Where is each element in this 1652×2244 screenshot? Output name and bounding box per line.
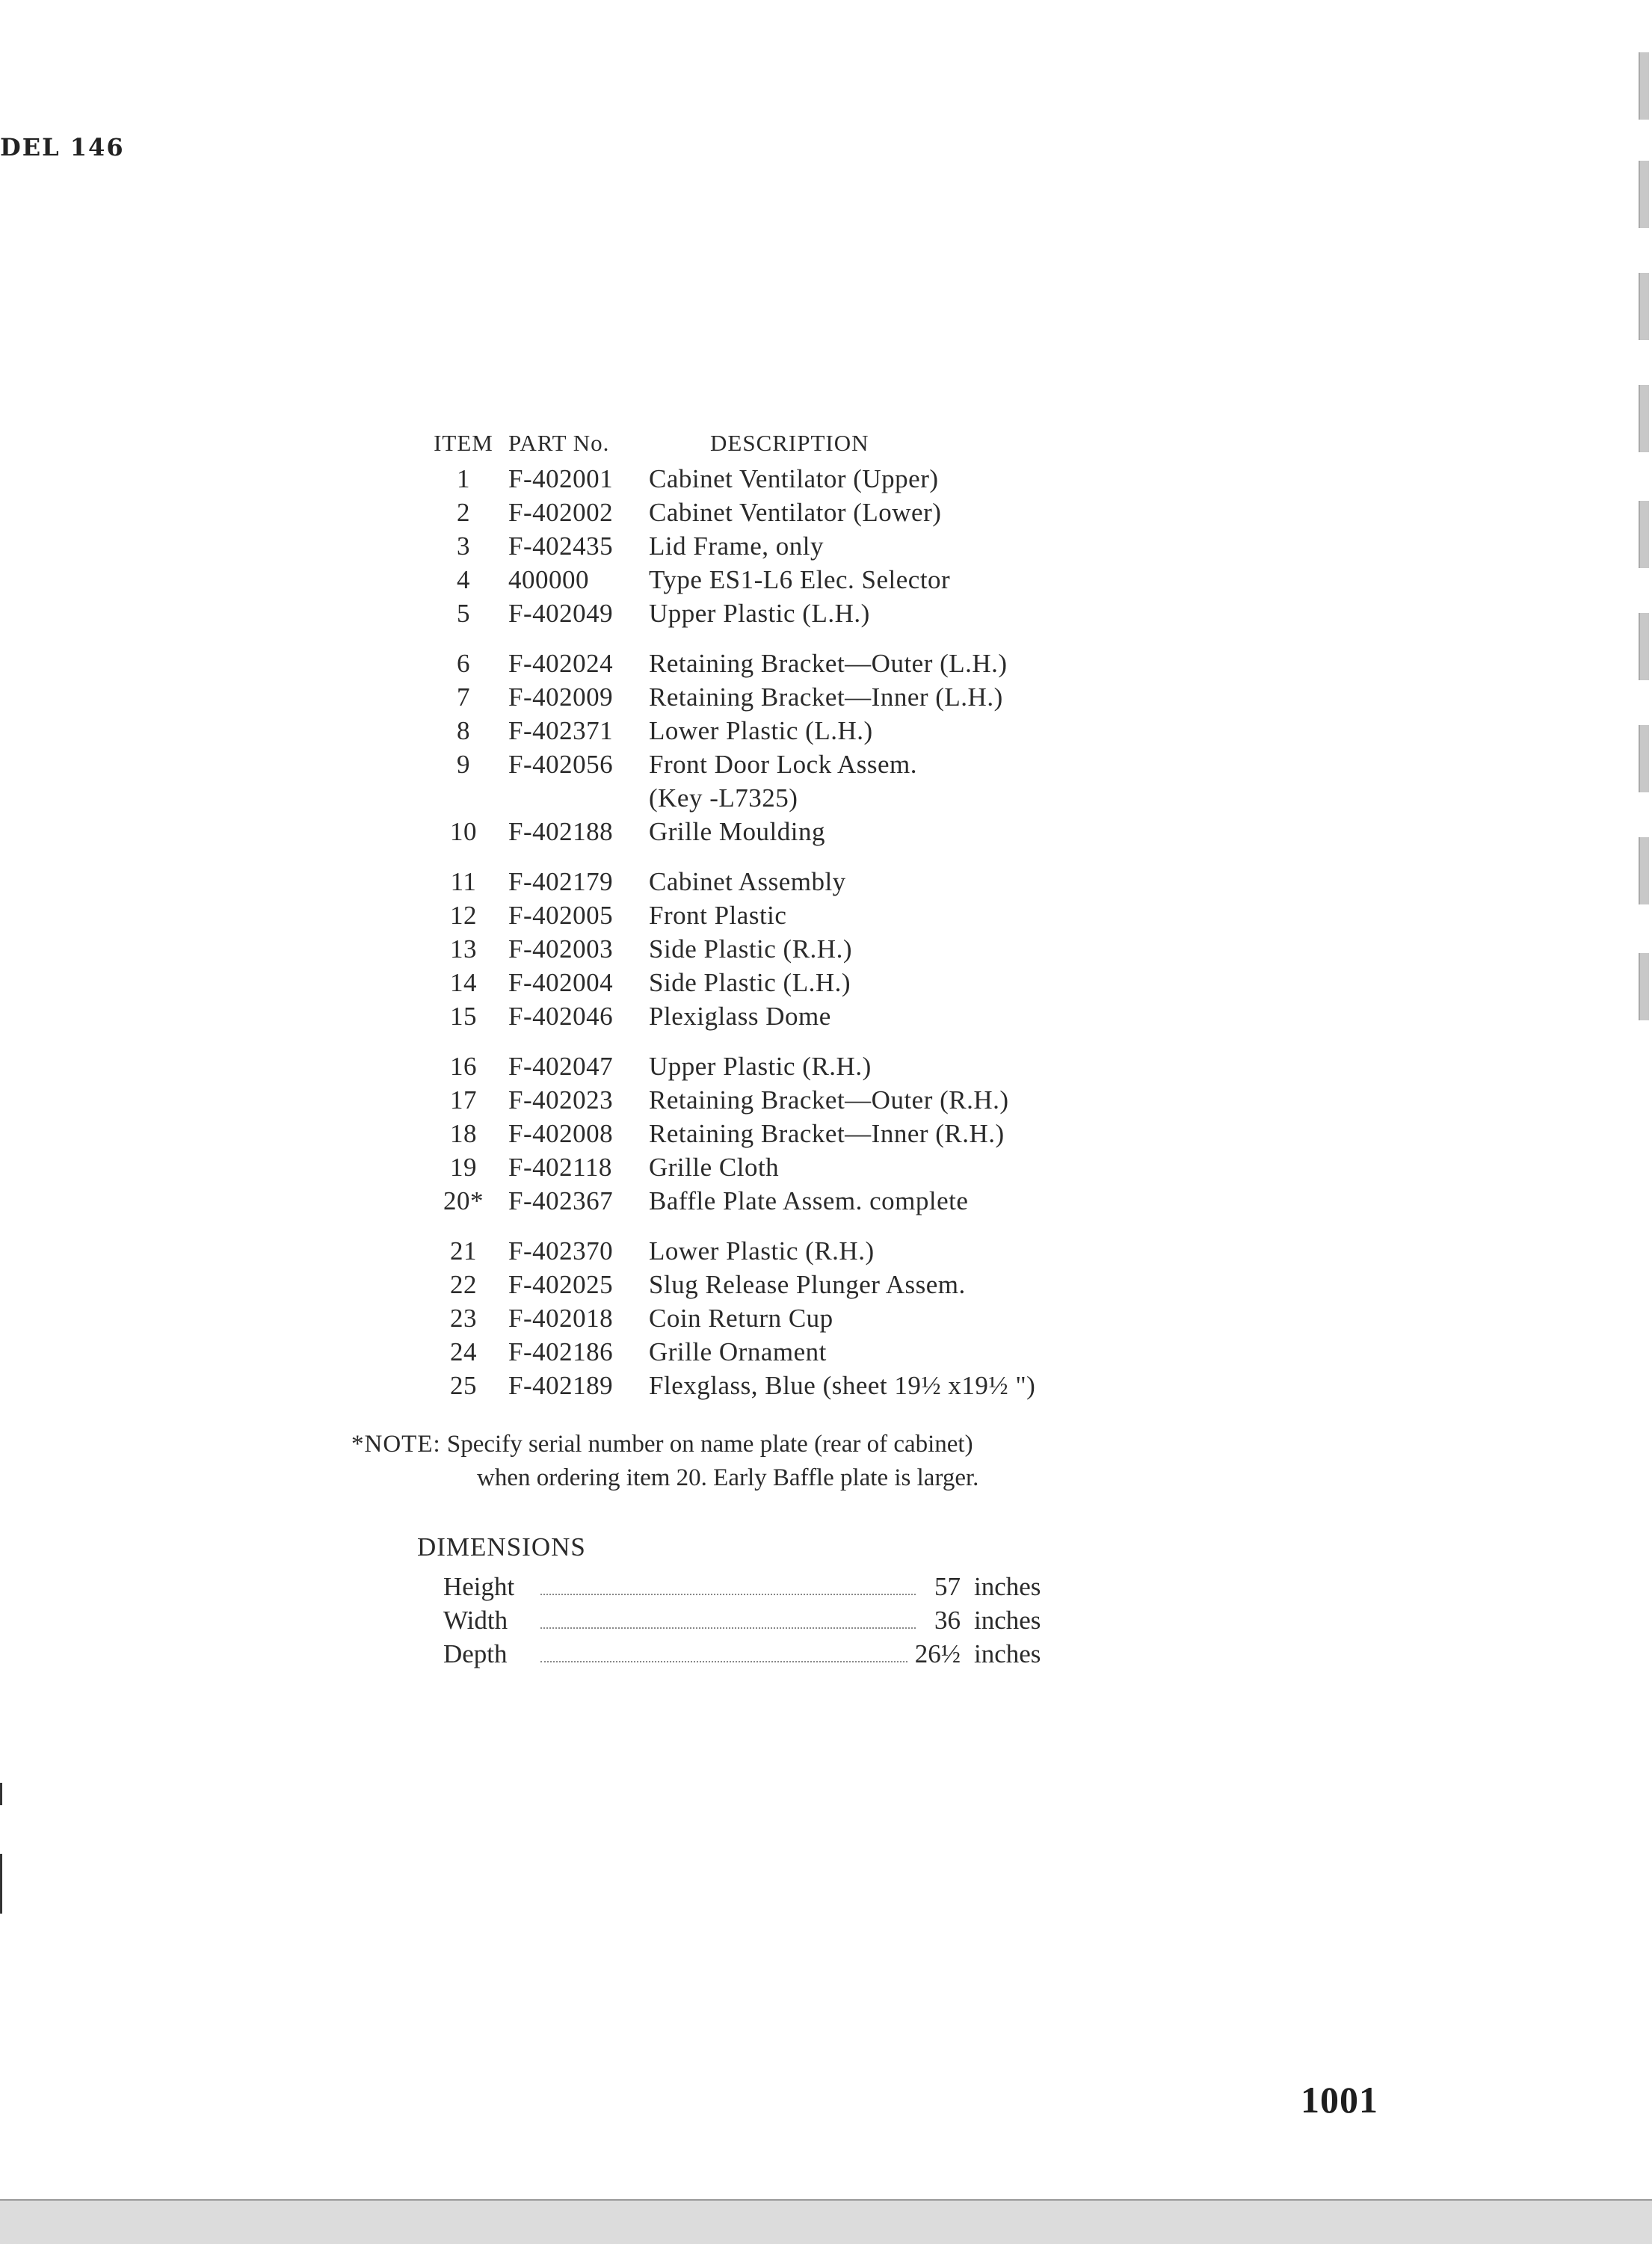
part-description: Type ES1-L6 Elec. Selector	[649, 565, 951, 594]
table-row	[419, 1301, 1035, 1335]
item-number: 23	[450, 1304, 477, 1333]
part-description: Side Plastic (R.H.)	[649, 934, 852, 964]
part-number: F-402435	[508, 531, 614, 561]
item-number: 5	[457, 599, 470, 628]
part-description: Side Plastic (L.H.)	[649, 968, 851, 997]
scan-edge-mark	[1639, 837, 1649, 904]
table-row	[419, 1033, 1035, 1083]
note-line-2: when ordering item 20. Early Baffle plate is larger.	[477, 1464, 979, 1491]
item-number: 14	[450, 968, 477, 997]
part-description: Lower Plastic (L.H.)	[649, 716, 873, 745]
part-number: F-402002	[508, 498, 614, 527]
table-row	[419, 597, 1035, 630]
table-row	[419, 1218, 1035, 1268]
scan-edge-mark	[1639, 52, 1649, 120]
table-row	[419, 1117, 1035, 1150]
scan-edge-mark	[0, 1854, 2, 1914]
item-number: 17	[450, 1085, 477, 1115]
item-number: 10	[450, 817, 477, 846]
dimension-label: Width	[443, 1606, 508, 1635]
part-description: Retaining Bracket—Inner (L.H.)	[649, 682, 1003, 712]
part-number: F-402371	[508, 716, 614, 745]
part-description: Upper Plastic (L.H.)	[649, 599, 870, 628]
dimension-unit: inches	[974, 1572, 1041, 1601]
part-number: F-402367	[508, 1186, 614, 1215]
scan-edge-mark	[1639, 953, 1649, 1020]
dimension-label: Depth	[443, 1639, 508, 1668]
part-description: Retaining Bracket—Outer (L.H.)	[649, 649, 1008, 678]
item-number: 19	[450, 1153, 477, 1182]
part-description: Baffle Plate Assem. complete	[649, 1186, 969, 1215]
item-number: 1	[457, 464, 470, 493]
part-number: F-402024	[508, 649, 614, 678]
part-description: Lower Plastic (R.H.)	[649, 1236, 875, 1266]
dimension-row-width	[443, 1603, 1052, 1637]
table-header-row	[419, 429, 1035, 462]
table-row	[419, 1184, 1035, 1218]
dimension-label: Height	[443, 1572, 515, 1601]
table-row	[419, 748, 1035, 781]
part-description: Cabinet Assembly	[649, 867, 846, 896]
dimension-unit: inches	[974, 1639, 1041, 1668]
scan-edge-mark	[1639, 385, 1649, 452]
table-row	[419, 1335, 1035, 1369]
scan-edge-mark	[0, 1783, 2, 1805]
part-description: Flexglass, Blue (sheet 19½ x19½ ")	[649, 1371, 1036, 1400]
table-row	[419, 529, 1035, 563]
ordering-note	[351, 1428, 1174, 1495]
item-number: 7	[457, 682, 470, 712]
part-description: Lid Frame, only	[649, 531, 824, 561]
part-number: 400000	[508, 565, 589, 594]
item-number: 15	[450, 1002, 477, 1031]
item-number: 11	[450, 867, 477, 896]
item-number: 24	[450, 1337, 477, 1366]
part-description: Grille Moulding	[649, 817, 825, 846]
item-number: 9	[457, 750, 470, 779]
dimension-row-height	[443, 1570, 1052, 1603]
table-row	[419, 898, 1035, 932]
table-row-continuation	[419, 781, 1035, 815]
part-number: F-402056	[508, 750, 614, 779]
header-part-no: PART No.	[508, 430, 610, 456]
table-row	[419, 714, 1035, 748]
part-description: Slug Release Plunger Assem.	[649, 1270, 966, 1299]
table-row	[419, 848, 1035, 898]
table-row	[419, 1369, 1035, 1402]
part-description: Grille Cloth	[649, 1153, 780, 1182]
part-description: Cabinet Ventilator (Lower)	[649, 498, 942, 527]
part-description: Front Plastic	[649, 901, 787, 930]
part-description: Retaining Bracket—Inner (R.H.)	[649, 1119, 1005, 1148]
part-number: F-402189	[508, 1371, 614, 1400]
dot-leader	[540, 1627, 916, 1629]
part-number: F-402179	[508, 867, 614, 896]
part-number: F-402049	[508, 599, 614, 628]
table-row	[419, 563, 1035, 597]
header-item: ITEM	[434, 430, 493, 456]
part-description: Cabinet Ventilator (Upper)	[649, 464, 939, 493]
table-row	[419, 1150, 1035, 1184]
dimension-value: 26½	[914, 1639, 961, 1668]
scan-edge-mark	[1639, 725, 1649, 792]
part-number: F-402009	[508, 682, 614, 712]
table-row	[419, 1268, 1035, 1301]
scan-edge-mark	[1639, 501, 1649, 568]
part-number: F-402370	[508, 1236, 614, 1266]
table-row	[419, 496, 1035, 529]
part-description: Retaining Bracket—Outer (R.H.)	[649, 1085, 1009, 1115]
item-number: 12	[450, 901, 477, 930]
dimension-row-depth	[443, 1637, 1052, 1671]
item-number: 21	[450, 1236, 477, 1266]
dimensions-list	[443, 1570, 1052, 1671]
note-line-1: Specify serial number on name plate (rear of cabinet)	[446, 1431, 973, 1458]
item-number: 8	[457, 716, 470, 745]
item-number: 4	[457, 565, 470, 594]
dimensions-title: DIMENSIONS	[417, 1532, 586, 1562]
part-number: F-402001	[508, 464, 614, 493]
part-number: F-402118	[508, 1153, 612, 1182]
part-number: F-402186	[508, 1337, 614, 1366]
item-number: 6	[457, 649, 470, 678]
item-number: 22	[450, 1270, 477, 1299]
scan-edge-mark	[1639, 161, 1649, 228]
part-number: F-402025	[508, 1270, 614, 1299]
item-number: 20*	[443, 1186, 484, 1215]
table-row	[419, 462, 1035, 496]
parts-table	[419, 429, 1035, 1402]
part-number: F-402023	[508, 1085, 614, 1115]
part-description: Coin Return Cup	[649, 1304, 833, 1333]
item-number: 13	[450, 934, 477, 964]
scan-edge-mark	[1639, 273, 1649, 340]
part-number: F-402005	[508, 901, 614, 930]
part-number: F-402046	[508, 1002, 614, 1031]
table-row	[419, 932, 1035, 966]
part-number: F-402047	[508, 1052, 614, 1081]
table-row	[419, 630, 1035, 680]
table-row	[419, 1083, 1035, 1117]
header-description: DESCRIPTION	[710, 430, 869, 456]
part-number: F-402003	[508, 934, 614, 964]
table-row	[419, 966, 1035, 999]
item-number	[419, 781, 508, 815]
part-description: (Key -L7325)	[649, 783, 798, 813]
scan-edge-mark	[1639, 613, 1649, 680]
part-description: Plexiglass Dome	[649, 1002, 831, 1031]
dimension-unit: inches	[974, 1606, 1041, 1635]
model-header: DEL 146	[0, 133, 125, 161]
item-number: 16	[450, 1052, 477, 1081]
part-number: F-402018	[508, 1304, 614, 1333]
part-number: F-402188	[508, 817, 614, 846]
dot-leader	[540, 1661, 907, 1662]
table-row	[419, 999, 1035, 1033]
dot-leader	[540, 1594, 916, 1595]
item-number: 2	[457, 498, 470, 527]
item-number: 25	[450, 1371, 477, 1400]
part-description: Upper Plastic (R.H.)	[649, 1052, 872, 1081]
dimension-value: 36	[934, 1606, 961, 1635]
part-description: Grille Ornament	[649, 1337, 827, 1366]
page-number: 1001	[1301, 2079, 1378, 2121]
dimension-value: 57	[934, 1572, 961, 1601]
part-description: Front Door Lock Assem.	[649, 750, 918, 779]
item-number: 3	[457, 531, 470, 561]
part-number: F-402008	[508, 1119, 614, 1148]
part-number: F-402004	[508, 968, 614, 997]
part-number	[508, 781, 643, 815]
table-row	[419, 815, 1035, 848]
scan-bottom-band	[0, 2199, 1652, 2244]
item-number: 18	[450, 1119, 477, 1148]
table-row	[419, 680, 1035, 714]
note-label: *NOTE:	[351, 1431, 441, 1458]
